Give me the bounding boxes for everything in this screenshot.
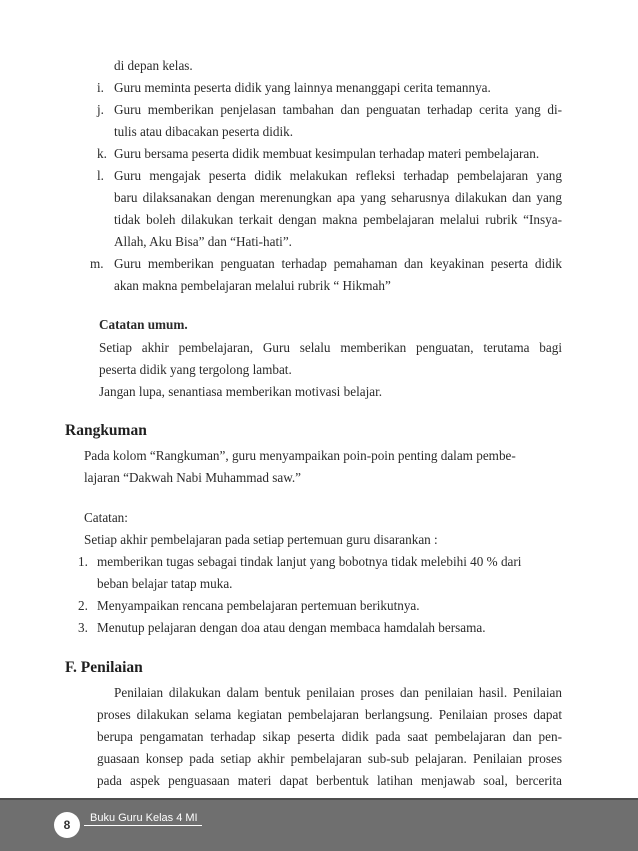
penilaian-line-5: pada aspek penguasaan materi dapat berbentuk latihan menjawab soal, bercerita bbox=[97, 773, 562, 788]
item-m-line-2: akan makna pembelajaran melalui rubrik “ Hikmah” bbox=[114, 278, 391, 293]
item-l-line-3: tidak boleh dilakukan terkait dengan makna pembelajaran melalui rubrik “Insya- bbox=[114, 212, 562, 227]
catatan-item-2-marker: 2. bbox=[78, 598, 88, 613]
catatan-intro: Setiap akhir pembelajaran pada setiap pertemuan guru disarankan : bbox=[84, 532, 438, 547]
catatan-umum-line-3: Jangan lupa, senantiasa memberikan motivasi belajar. bbox=[99, 384, 383, 399]
rangkuman-line-1: Pada kolom “Rangkuman”, guru menyampaikan poin-poin penting dalam pembe- bbox=[84, 448, 516, 463]
penilaian-line-4: guasaan konsep pada setiap akhir pembelajaran sub-sub pelajaran. Penilaian proses bbox=[97, 751, 562, 766]
item-h-continuation: di depan kelas. bbox=[114, 58, 193, 73]
item-i-marker: i. bbox=[97, 80, 104, 95]
catatan-item-2-text: Menyampaikan rencana pembelajaran pertemuan berikutnya. bbox=[97, 598, 420, 613]
penilaian-line-2: proses dilakukan selama kegiatan pembelajaran berlangsung. Penilaian proses dapat bbox=[97, 707, 562, 722]
penilaian-line-1: Penilaian dilakukan dalam bentuk penilaian proses dan penilaian hasil. Penilaian bbox=[114, 685, 562, 700]
item-k-marker: k. bbox=[97, 146, 107, 161]
item-i-text: Guru meminta peserta didik yang lainnya menanggapi cerita temannya. bbox=[114, 80, 491, 95]
rangkuman-heading: Rangkuman bbox=[65, 422, 147, 439]
item-j-line-1: Guru memberikan penjelasan tambahan dan penguatan terhadap cerita yang di- bbox=[114, 102, 562, 117]
catatan-item-1-line-2: beban belajar tatap muka. bbox=[97, 576, 233, 591]
rangkuman-line-2: lajaran “Dakwah Nabi Muhammad saw.” bbox=[84, 470, 302, 485]
penilaian-heading: F. Penilaian bbox=[65, 659, 143, 676]
catatan-label: Catatan: bbox=[84, 510, 128, 525]
catatan-item-1-line-1: memberikan tugas sebagai tindak lanjut yang bobotnya tidak melebihi 40 % dari bbox=[97, 554, 522, 569]
item-m-marker: m. bbox=[90, 256, 104, 271]
catatan-item-3-marker: 3. bbox=[78, 620, 88, 635]
item-l-marker: l. bbox=[97, 168, 104, 183]
penilaian-line-3: berupa pengamatan terhadap sikap peserta didik pada saat pembelajaran dan pen- bbox=[97, 729, 562, 744]
catatan-item-3-text: Menutup pelajaran dengan doa atau dengan membaca hamdalah bersama. bbox=[97, 620, 486, 635]
item-l-line-4: Allah, Aku Bisa” dan “Hati-hati”. bbox=[114, 234, 292, 249]
catatan-umum-title: Catatan umum. bbox=[99, 317, 188, 332]
item-m-line-1: Guru memberikan penguatan terhadap pemahaman dan keyakinan peserta didik bbox=[114, 256, 562, 271]
catatan-item-1-marker: 1. bbox=[78, 554, 88, 569]
footer-top-rule bbox=[0, 798, 638, 800]
item-l-line-1: Guru mengajak peserta didik melakukan refleksi terhadap pembelajaran yang bbox=[114, 168, 562, 183]
item-k-text: Guru bersama peserta didik membuat kesimpulan terhadap materi pembelajaran. bbox=[114, 146, 540, 161]
page-number-badge: 8 bbox=[54, 812, 80, 838]
book-title-underline bbox=[84, 825, 202, 826]
catatan-umum-line-1: Setiap akhir pembelajaran, Guru selalu memberikan penguatan, terutama bagi bbox=[99, 340, 562, 355]
item-j-marker: j. bbox=[97, 102, 104, 117]
item-l-line-2: baru dilaksanakan dengan merenungkan apa yang seharusnya dilakukan dan yang bbox=[114, 190, 562, 205]
book-title: Buku Guru Kelas 4 MI bbox=[90, 812, 198, 824]
catatan-umum-line-2: peserta didik yang tergolong lambat. bbox=[99, 362, 292, 377]
item-j-line-2: tulis atau dibacakan peserta didik. bbox=[114, 124, 294, 139]
